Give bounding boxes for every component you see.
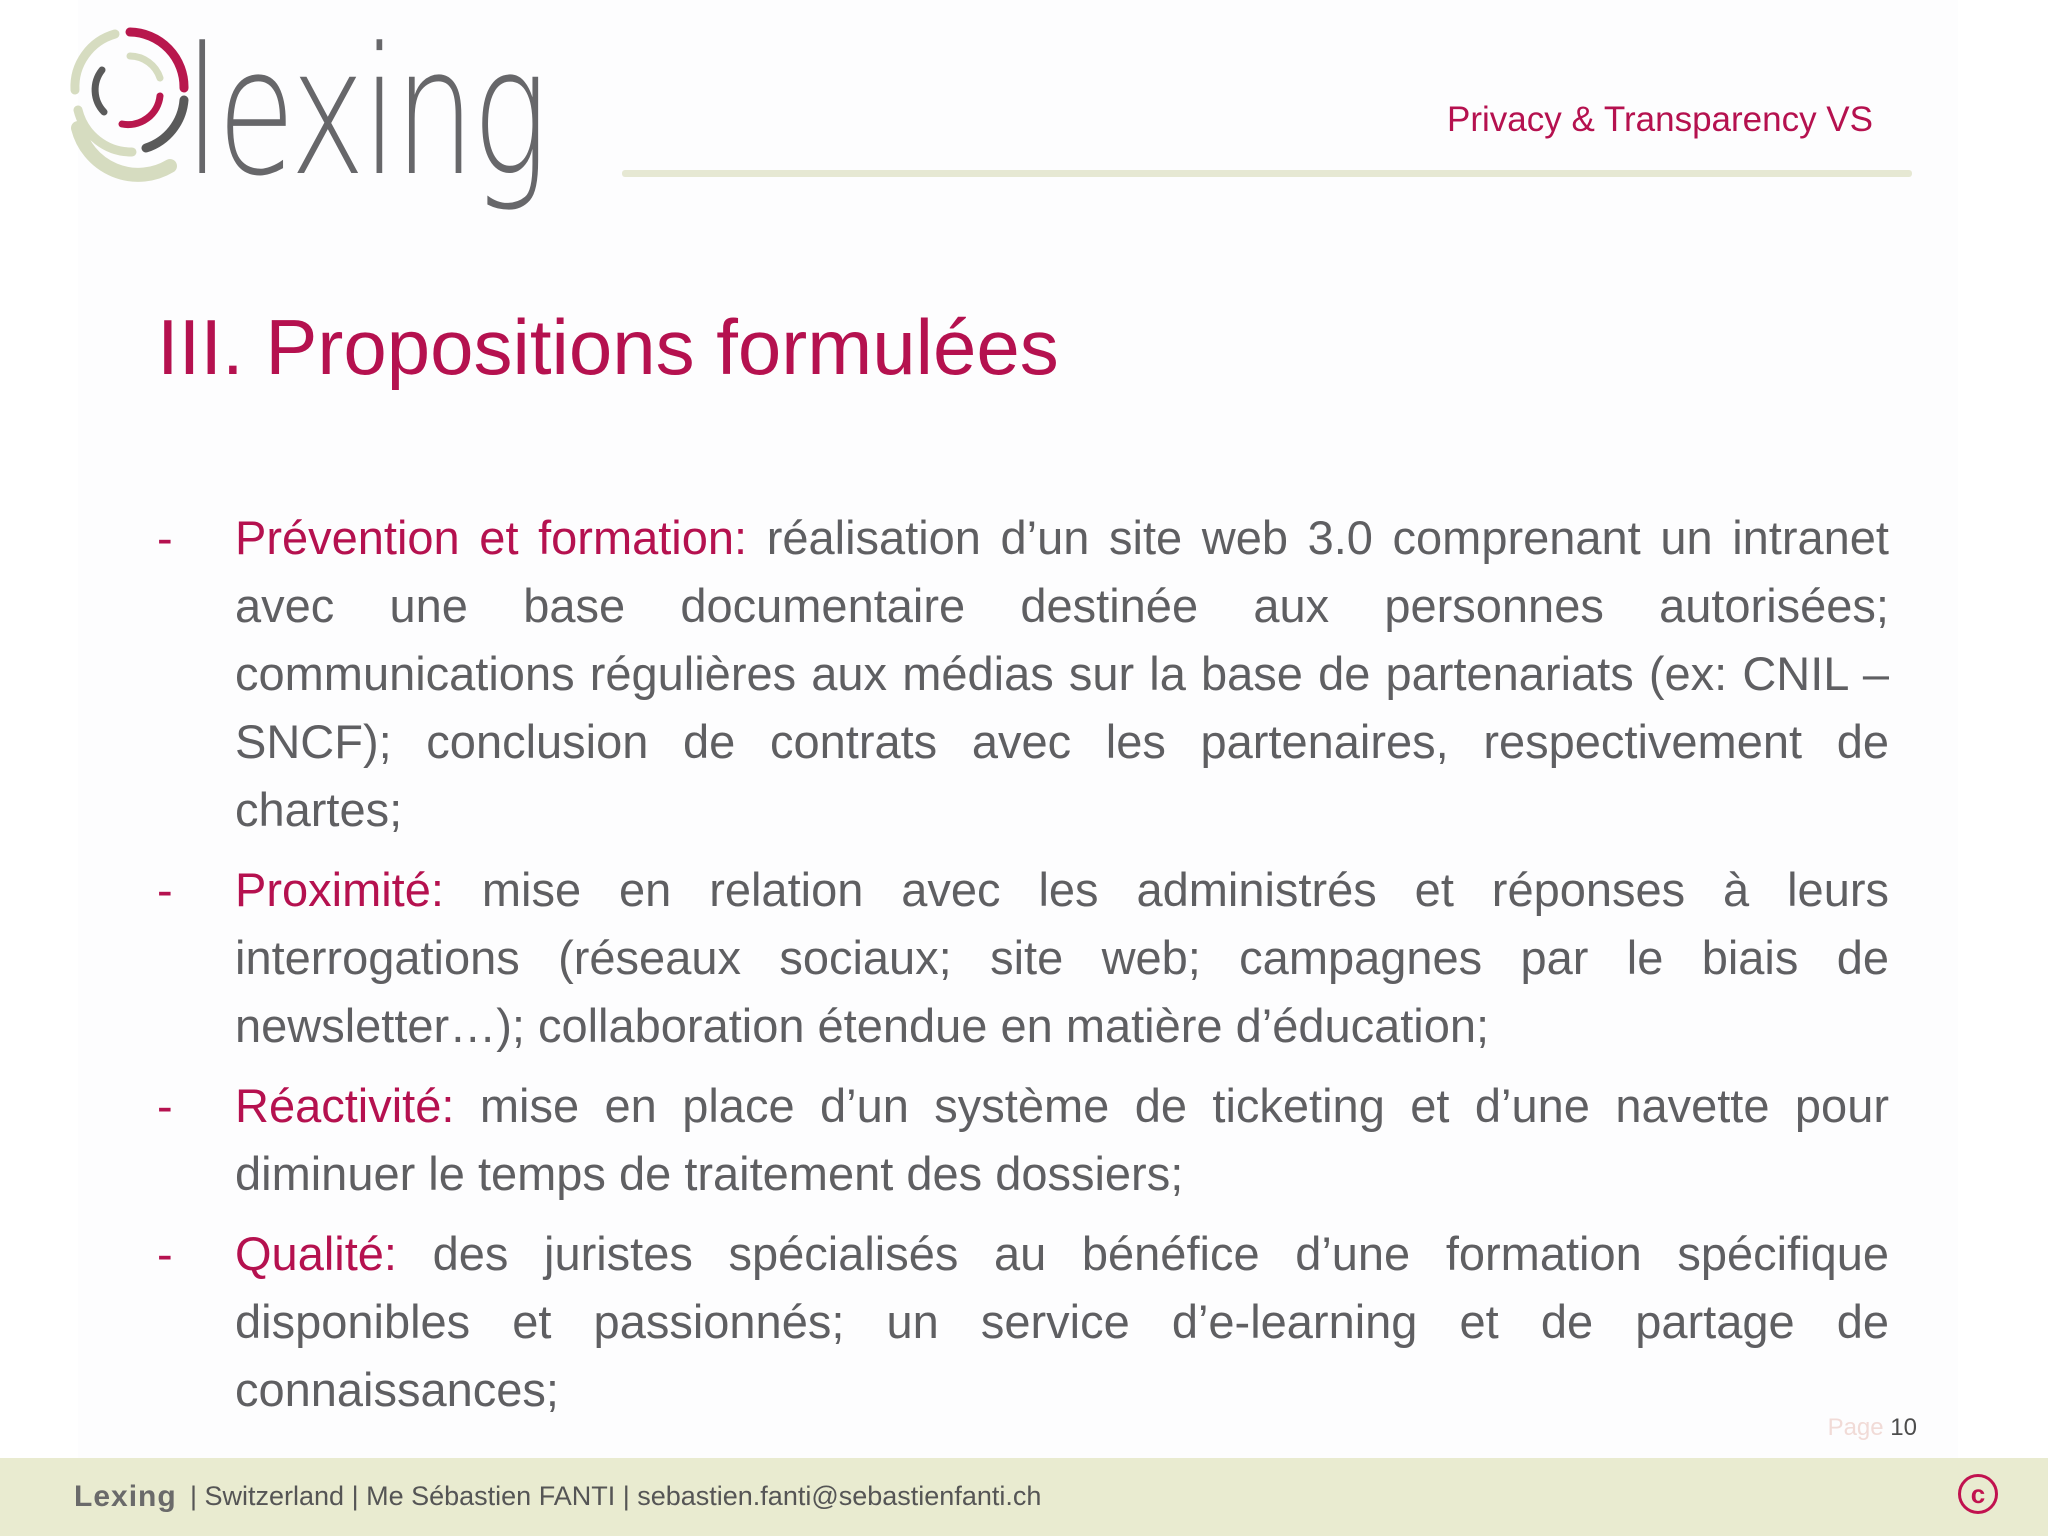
bullet-dash: - — [157, 1079, 173, 1132]
header-divider — [622, 170, 1912, 177]
bullet-list — [157, 504, 1889, 1436]
bullet-body — [235, 504, 1889, 844]
bullet-item — [157, 856, 1889, 1060]
bullet-text: réalisation d’un site web 3.0 comprenant un intranet avec une base documentaire destinée aux personnes autorisées; communications régulières aux médias sur la base de partenariats (ex: CNIL – SNCF); conclusion de contrats avec les partenaires, respectivement de chartes; — [235, 511, 1889, 836]
footer-contact: | Switzerland | Me Sébastien FANTI | sebastien.fanti@sebastienfanti.ch — [190, 1481, 1042, 1511]
slide-title: III. Propositions formulées — [157, 303, 1059, 391]
copyright-icon: c — [1958, 1474, 1998, 1514]
logo-ring-icon — [60, 20, 200, 190]
bullet-body — [235, 1220, 1889, 1424]
footer-brand: Lexing — [74, 1480, 177, 1513]
bullet-text: des juristes spécialisés au bénéfice d’une formation spécifique disponibles et passionnés; un service d’e-learning et de partage de connaissances; — [235, 1227, 1889, 1416]
bullet-dash: - — [157, 511, 173, 564]
bullet-term: Prévention et formation: — [235, 511, 748, 564]
footer-bar — [0, 1458, 2048, 1536]
bullet-item — [157, 1220, 1889, 1424]
page-value: 10 — [1890, 1414, 1917, 1441]
logo-wordmark: lexing — [185, 10, 546, 215]
bullet-text: mise en place d’un système de ticketing et d’une navette pour diminuer le temps de traitement des dossiers; — [235, 1079, 1889, 1200]
bullet-item — [157, 1072, 1889, 1208]
bullet-dash: - — [157, 863, 173, 916]
bullet-term: Qualité: — [235, 1227, 397, 1280]
bullet-item — [157, 504, 1889, 844]
header-title: Privacy & Transparency VS — [1447, 100, 1873, 139]
page-label: Page — [1827, 1414, 1884, 1441]
bullet-body — [235, 856, 1889, 1060]
bullet-dash: - — [157, 1227, 173, 1280]
bullet-term: Proximité: — [235, 863, 444, 916]
lexing-logo — [60, 10, 640, 280]
bullet-text: mise en relation avec les administrés et réponses à leurs interrogations (réseaux sociaux; site web; campagnes par le biais de newsletter…); collaboration étendue en matière d’éducation; — [235, 863, 1889, 1052]
bullet-term: Réactivité: — [235, 1079, 455, 1132]
bullet-body — [235, 1072, 1889, 1208]
page-number — [1828, 1414, 1917, 1442]
